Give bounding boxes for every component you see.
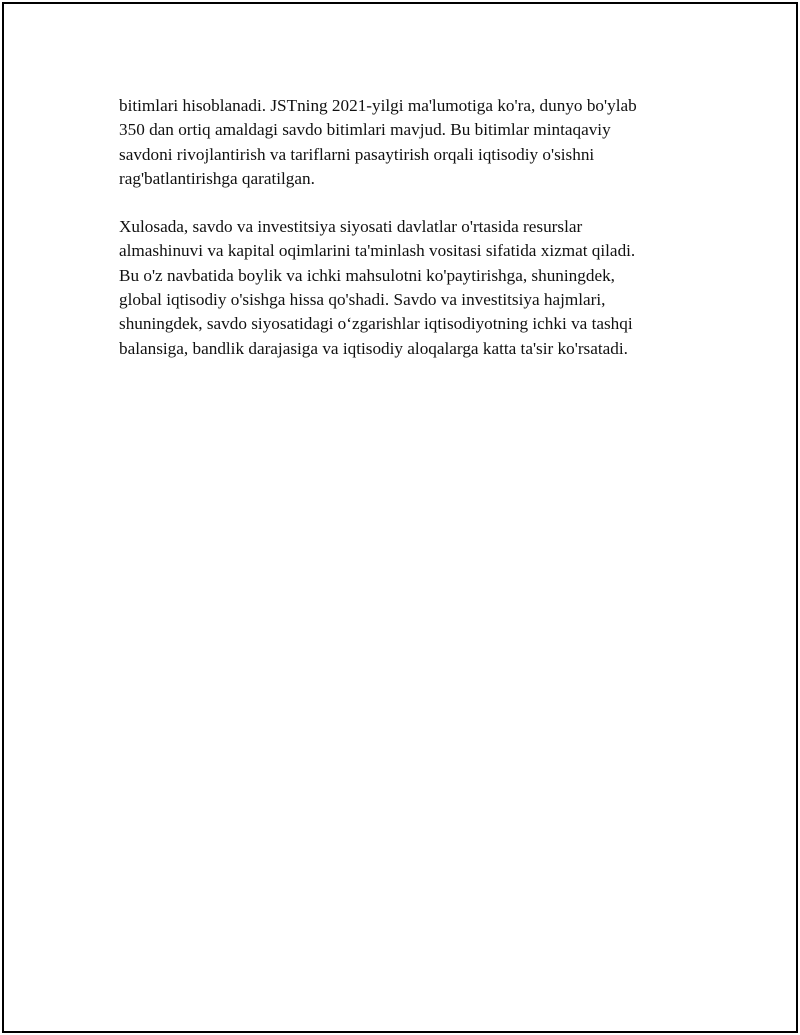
document-page bbox=[2, 2, 798, 1033]
paragraph-conclusion bbox=[119, 215, 699, 361]
page-body bbox=[119, 94, 699, 361]
text-line: almashinuvi va kapital oqimlarini ta'minlash vositasi sifatida xizmat qiladi. bbox=[119, 241, 636, 261]
text-line: bitimlari hisoblanadi. JSTning 2021-yilgi ma'lumotiga ko'ra, dunyo bo'ylab bbox=[119, 96, 637, 115]
text-line: global iqtisodiy o'sishga hissa qo'shadi. Savdo va investitsiya hajmlari, bbox=[119, 290, 606, 310]
text-line: balansiga, bandlik darajasiga va iqtisodiy aloqalarga katta ta'sir ko'rsatadi. bbox=[119, 338, 628, 358]
paragraph-trade-agreements bbox=[119, 94, 699, 191]
text-line: Xulosada, savdo va investitsiya siyosati davlatlar o'rtasida resurslar bbox=[119, 217, 583, 237]
text-line: rag'batlantirishga qaratilgan. bbox=[119, 168, 315, 188]
text-line: savdoni rivojlantirish va tariflarni pasaytirish orqali iqtisodiy o'sishni bbox=[119, 144, 595, 164]
text-line: shuningdek, savdo siyosatidagi o‘zgarishlar iqtisodiyotning ichki va tashqi bbox=[119, 314, 633, 334]
text-line: 350 dan ortiq amaldagi savdo bitimlari mavjud. Bu bitimlar mintaqaviy bbox=[119, 120, 611, 140]
text-line: Bu o'z navbatida boylik va ichki mahsulotni ko'paytirishga, shuningdek, bbox=[119, 265, 615, 285]
